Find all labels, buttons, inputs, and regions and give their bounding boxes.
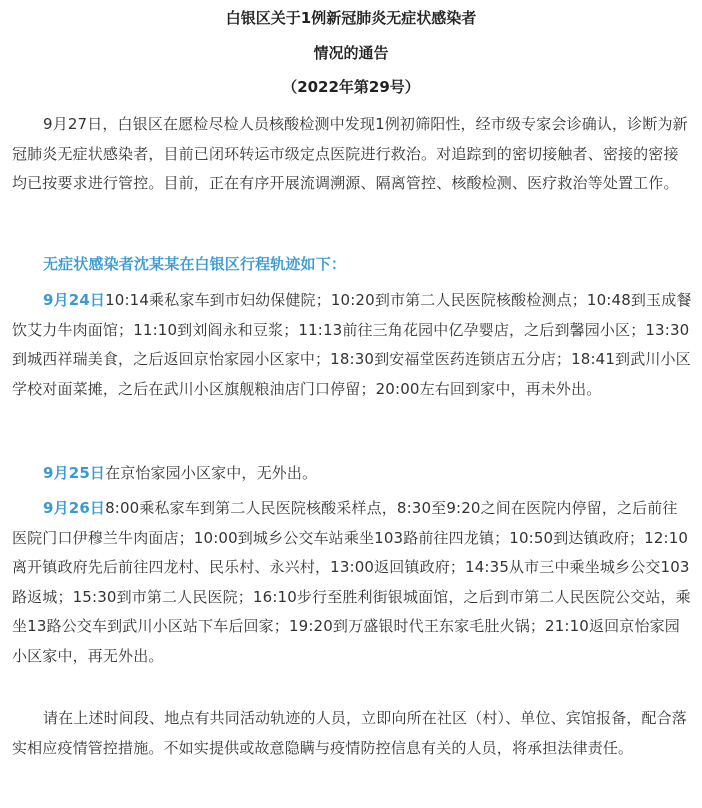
day-1-text: 10:14乘私家车到市妇幼保健院；10:20到市第二人民医院核酸检测点；10:48到玉成餐饮艾力牛肉面馆；11:10到刘阎永和豆浆；11:13前往三角花园中亿孕婴店，之后到馨园小区；13:30到城西祥瑞美食，之后返回京怡家园小区家中；18:30到安福堂医药连锁店五分店；18:41到武川小区学校对面菜摊，之后在武川小区旗舰粮油店门口停留；20:00左右回到家中，再未外出。 [12, 291, 692, 398]
itinerary-day-2 [12, 459, 692, 489]
itinerary-subheading: 无症状感染者沈某某在白银区行程轨迹如下： [43, 255, 347, 273]
intro-paragraph: 9月27日，白银区在愿检尽检人员核酸检测中发现1例初筛阳性，经市级专家会诊确认，诊断为新冠肺炎无症状感染者，目前已闭环转运市级定点医院进行救治。对追踪到的密切接触者、密接的密接均已按要求进行管控。目前，正在有序开展流调溯源、隔离管控、核酸检测、医疗救治等处置工作。 [12, 115, 688, 192]
title-line-1: 白银区关于1例新冠肺炎无症状感染者 [225, 9, 477, 27]
itinerary-day-1 [12, 286, 692, 404]
day-2-text: 在京怡家园小区家中，无外出。 [105, 464, 318, 482]
title-line-3: （2022年第29号） [282, 78, 420, 96]
day-3-text: 8:00乘私家车到第二人民医院核酸采样点，8:30至9:20之间在医院内停留，之后前往医院门口伊穆兰牛肉面店；10:00到城乡公交车站乘坐103路前往四龙镇；10:50到达镇政府；12:10离开镇政府先后前往四龙村、民乐村、永兴村，13:00返回镇政府；14:35从市三中乘坐城乡公交103路返城；15:30到市第二人民医院；16:10步行至胜利街银城面馆，之后到市第二人民医院公交站，乘坐13路公交车到武川小区站下车后回家；19:20到万盛银时代王东家毛肚火锅；21:10返回京怡家园小区家中，再无外出。 [12, 499, 691, 665]
day-1-label: 9月24日 [43, 291, 106, 309]
itinerary-day-3 [12, 494, 692, 671]
day-3-label: 9月26日 [43, 499, 106, 517]
day-2-label: 9月25日 [43, 464, 106, 482]
closing-paragraph: 请在上述时间段、地点有共同活动轨迹的人员，立即向所在社区（村）、单位、宾馆报备，配合落实相应疫情管控措施。不如实提供或故意隐瞒与疫情防控信息有关的人员，将承担法律责任。 [12, 709, 687, 757]
title-line-2: 情况的通告 [313, 44, 389, 62]
